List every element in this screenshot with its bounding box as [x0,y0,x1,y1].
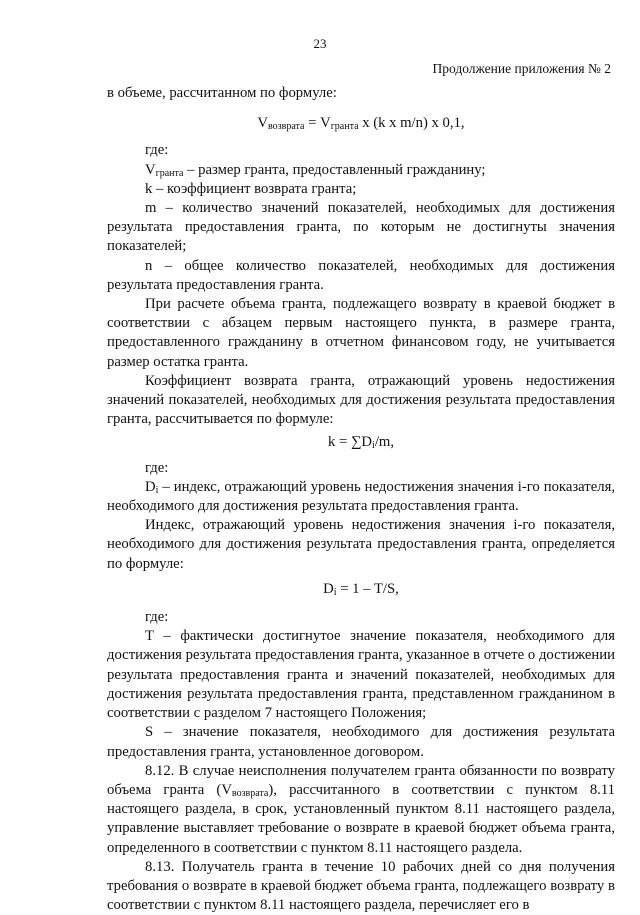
intro-line: в объеме, рассчитанном по формуле: [107,85,337,101]
definition-s: S – значение показателя, необходимого для достижения результата предоставления гранта, установленное договором. [107,724,615,760]
paragraph-coefficient: Коэффициент возврата гранта, отражающий уровень недостижения значений показателей, необходимых для достижения результата предоставления гранта, рассчитывается по формуле: [107,372,615,428]
definition-k: k – коэффициент возврата гранта; [145,180,357,197]
paragraph-index: Индекс, отражающий уровень недостижения значения i-го показателя, необходимого для достижения результата предоставления гранта, определяется по формуле: [107,517,615,572]
paragraph-8-12: 8.12. В случае неисполнения получателем гранта обязанности по возврату объема гранта $(V_{возврата})$, рассчитанного в соответствии с пунктом 8.11 настоящего раздела, в срок, установленный пунктом 8.11 настоящего раздела, управление выставляет требование о возврате в краевой бюджет объема гранта, определенного в соответствии с пунктом 8.11 настоящего раздела. [107,762,615,856]
definition-n: n – общее количество показателей, необходимых для достижения результата предоставления гранта. [107,257,615,293]
definition-t: T – фактически достигнутое значение показателя, необходимого для достижения результата предоставления гранта, указанное в отчете о достижении результата предоставления гранта и значений показателей, необходимых для достижения результата предоставления гранта, представленном гражданином в соответствии с разделом 7 настоящего Положения; [107,628,615,722]
formula-coefficient: $k = \sum D_i/m$, [327,434,395,452]
definition-v-granta: $V_{гранта}$ – размер гранта, предоставленный гражданину; [145,161,486,179]
definition-di: $D_i$ – индекс, отражающий уровень недостижения значения i-го показателя, необходимого для достижения результата предоставления гранта. [107,478,615,515]
paragraph-remainder: При расчете объема гранта, подлежащего возврату в краевой бюджет в соответствии с абзацем первым настоящего пункта, в размере гранта, предоставленного гражданину в отчетном финансовом году, не учитывается размер остатка гранта. [107,296,615,370]
paragraph-8-13: 8.13. Получатель гранта в течение 10 рабочих дней со дня получения требования о возврате в краевой бюджет объема гранта, подлежащего возврату в соответствии с пунктом 8.11 настоящего раздела, перечисляет его в [107,858,615,914]
page-number: 23 [313,36,327,51]
where-label: где: [145,609,169,626]
formula-return-volume: $V_{возврата} = V_{гранта}$ x (k x m/n) x 0,1, [257,115,465,133]
appendix-continuation-header: Продолжение приложения № 2 [432,61,611,76]
definition-m: m – количество значений показателей, необходимых для достижения результата предоставления гранта, по которым не достигнуты значения показателей; [107,200,615,255]
document-body [107,84,615,915]
where-label: где: [145,142,169,159]
formula-index: $D_i = 1 - T/S$, [323,580,399,598]
where-label: где: [145,459,169,476]
